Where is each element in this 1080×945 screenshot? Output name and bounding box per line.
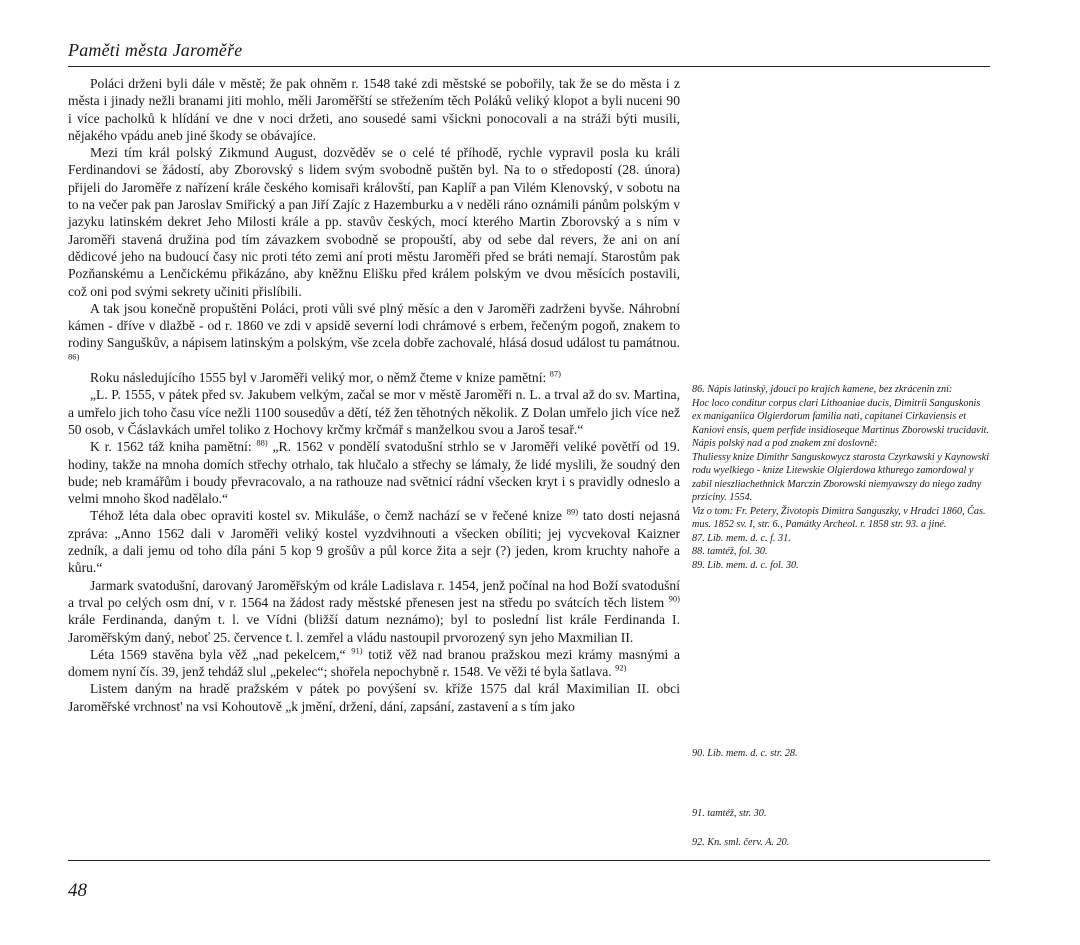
footnote-line: Hoc loco conditur corpus clari Lithoaniae ducis, Dimitrii Sanguskonis ex maniganiica Olgierdorum familia nati, capitanei Cirkaviensis et Kaniovi ensis, quem perfide insidioseque Martinus Zborowski trucidavit. [692, 397, 990, 436]
footnote-group [692, 383, 990, 572]
footnote-group [692, 836, 990, 850]
paragraph [68, 300, 680, 369]
footnote-line: Nápis polský nad a pod znakem zní doslovně: [692, 438, 878, 449]
footnotes-column [692, 383, 990, 850]
page-number: 48 [68, 880, 87, 901]
paragraph-text: K r. 1562 táž kniha pamětní: [90, 439, 257, 455]
footnote-line: 86. Nápis latinský, jdoucí po krajích kamene, bez zkrácenin zní: [692, 384, 953, 395]
footnote-marker: 88) [256, 437, 268, 448]
paragraph-text: tato dosti nejasná zpráva: „Anno 1562 dali v Jaroměři veliký kostel vyzdvihnouti a všecken obíliti; jej vycvekoval Kaizner zedník, a dali jemu od toho díla páni 5 kop 9 grošův a půl korce žita a sejr (?) jeden, krom kruchty nahoře a kůru.“ [68, 508, 680, 576]
footnote-line: 92. Kn. sml. červ. A. 20. [692, 837, 790, 848]
paragraph [68, 507, 680, 576]
paragraph-text: A tak jsou konečně propuštěni Poláci, proti vůli své plný měsíc a den v Jaroměři zadrženi byvše. Náhrobní kámen - dříve v dlažbě - od r. 1860 ve zdi v apsidě severní lodi chrámové s erbem, řečeným pogoň, znakem to rodiny Sanguškův, a nápisem latinským a polským, vše zcela dobře zachovalé, hlásá dosud událost tu památnou. [68, 300, 680, 351]
footnote-group [692, 747, 990, 761]
footnote-line: Thuliessy knize Dimithr Sanguskowycz starosta Czyrkawski y Kaynowski rodu wyelkiego - knize Litewskie Olgierdowa kthurego zamordowal y zabil nieszliachethnick Marczin Zborowski niemyawszy do niego zadny prziciny. 1554. [692, 451, 990, 503]
paragraph-text: „L. P. 1555, v pátek před sv. Jakubem velkým, začal se mor v městě Jaroměři n. L. a trval až do sv. Martina, a umřelo jich toho času více nežli 1100 sousedův a dětí, též žen těhotných několik. Z Dolan umřelo jich více než 50 osob, v Čáslavkách umřel toliko z Hochovy krčmy krčmář s manželkou svou a Jaroš tesař.“ [68, 387, 680, 437]
paragraph-text: totiž věž nad branou pražskou mezi krámy masnými a domem nyní čís. 39, jenž tehdáž slul „pekelec“; shořela nepochybně r. 1548. Ve věži té byla šatlava. [68, 646, 680, 680]
paragraph [68, 577, 680, 646]
paragraph [68, 75, 680, 144]
footnote-marker: 91) [351, 645, 363, 656]
footnote-line: 90. Lib. mem. d. c. str. 28. [692, 748, 798, 759]
paragraph-text: Mezi tím král polský Zikmund August, dozvěděv se o celé té příhodě, rychle vypravil posla ku králi Ferdinandovi se žádostí, aby Zborovský s lidem svým svobodně puštěn byl. Na to o středopostí (28. února) přijeli do Jaroměře z nařízení krále českého komisaři královští, pan Kaplíř a pan Vilém Klenovský, v sobotu na to na večer pak pan Jaroslav Smiřický a pan Jiří Zajíc z Hazemburku a v neděli ráno oznámili pánům polským v jazyku latinském dekret Jeho Milosti krále a pp. stavův českých, mocí kterého Martin Zborovský a s ním v Jaroměři stavená družina pod tím závazkem svobodně se propouští, aby od sebe dal revers, že ani on aní dědicové jeho na budoucí časy nic proti této zemi aní proti městu Jaroměři před se bráti nemají. Starostům pak Pozňanskému a Lenčickému přikázáno, aby kněžnu Elišku před králem polským ve dvou měsících postavili, což oni pod svými sekrety učiniti přislíbili. [68, 145, 680, 299]
paragraph-text: Léta 1569 stavěna byla věž „nad pekelcem,“ [90, 646, 352, 662]
footnote-marker: 90) [668, 593, 680, 604]
footer-rule [68, 860, 990, 861]
footnote-group [692, 807, 990, 821]
footnote-marker: 87) [549, 368, 561, 379]
footnote-marker: 89) [566, 506, 579, 517]
paragraph-text: krále Ferdinanda, daným t. l. ve Vídni (bližší datum neznámo); byl to poslední list krále Ferdinanda I. Jaroměřským daný, neboť 25. července t. l. zemřel a vládu nastoupil prvorozený syn jeho Maxmilian II. [68, 612, 680, 645]
paragraph [68, 386, 680, 438]
footnote-marker: 86) [68, 351, 80, 362]
paragraph-text: Jarmark svatodušní, darovaný Jaroměřským od krále Ladislava r. 1454, jenž počínal na hod Boží svatodušní a trval po celých osm dní, v r. 1564 na žádost rady městské přenesen jest na středu po svátcích těch listem [68, 577, 680, 610]
footnote-line: Viz o tom: Fr. Petery, Životopis Dimitra Sanguszky, v Hradci 1860, Čas. mus. 1852 sv. I, str. 6., Památky Archeol. r. 1858 str. 93. a jiné. [692, 505, 986, 530]
paragraph [68, 144, 680, 300]
paragraph-text: „R. 1562 v pondělí svatodušní strhlo se v Jaroměři veliké povětří od 19. hodiny, takže na mnoha domích střechy otrhalo, tak hlučalo a střechy se lámaly, že lidé myslili, že soudný den bude; neb kramářům i boudy převracovalo, a na rathouze nad světnicí rádní všecken kryt i s pravidly odneslo a velmi mnoho škod nadělalo.“ [68, 439, 680, 507]
footnote-line: 89. Lib. mem. d. c. fol. 30. [692, 559, 799, 571]
paragraph-text: Roku následujícího 1555 byl v Jaroměři veliký mor, o němž čteme v knize pamětní: [90, 370, 550, 386]
running-head: Paměti města Jaroměře [68, 40, 243, 60]
paragraph [68, 369, 680, 386]
paragraph [68, 646, 680, 681]
paragraph-text: Poláci drženi byli dále v městě; že pak ohněm r. 1548 také zdi městské se pobořily, tak že se do města i z města i jinady nežli branami jiti mohlo, měli Jaroměřští se střežením těch Poláků veliký klopot a byli nuceni 90 i více pacholků k hlídání ve dne v noci držeti, ano sousedé sami všickni ponocovali a na stráži býti musili, nějakého vpádu aneb jiné škody se obávajíce. [68, 76, 680, 143]
header-rule [68, 66, 990, 67]
main-text-column [68, 75, 680, 715]
footnote-line: 87. Lib. mem. d. c. f. 31. [692, 532, 791, 544]
footnote-marker: 92) [615, 662, 627, 673]
footnote-line: 91. tamtéž, str. 30. [692, 807, 767, 819]
paragraph [68, 680, 680, 715]
footnote-line: 88. tamtéž, fol. 30. [692, 546, 768, 557]
paragraph [68, 438, 680, 507]
paragraph-text: Listem daným na hradě pražském v pátek po povýšení sv. kříže 1575 dal král Maximilian II. obci Jaroměřské vrchnost' na vsi Kohoutově „k jmění, držení, dání, zapsání, zastavení a s tím jako [68, 681, 680, 714]
paragraph-text: Téhož léta dala obec opraviti kostel sv. Mikuláše, o čemž nachází se v řečené knize [90, 508, 567, 524]
